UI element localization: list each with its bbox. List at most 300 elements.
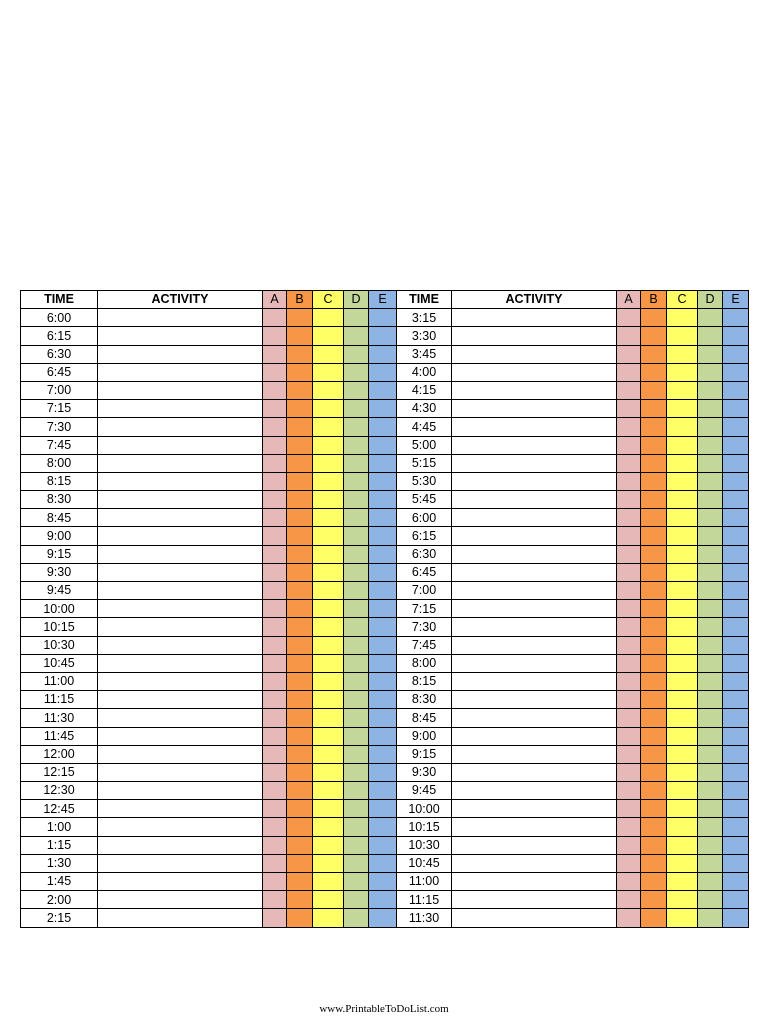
left-column-b-cell[interactable] [287, 509, 313, 527]
right-column-d-cell[interactable] [698, 836, 723, 854]
left-column-c-cell[interactable] [313, 636, 344, 654]
right-column-c-cell[interactable] [667, 636, 698, 654]
right-column-c-cell[interactable] [667, 454, 698, 472]
right-activity-cell[interactable] [452, 836, 617, 854]
right-column-b-cell[interactable] [641, 418, 667, 436]
right-column-a-cell[interactable] [617, 363, 641, 381]
left-column-a-cell[interactable] [263, 582, 287, 600]
right-column-b-cell[interactable] [641, 309, 667, 327]
left-column-e-cell[interactable] [369, 363, 397, 381]
left-column-c-cell[interactable] [313, 345, 344, 363]
left-column-b-cell[interactable] [287, 854, 313, 872]
left-column-c-cell[interactable] [313, 891, 344, 909]
left-activity-cell[interactable] [98, 527, 263, 545]
left-column-b-cell[interactable] [287, 691, 313, 709]
left-column-d-cell[interactable] [344, 454, 369, 472]
right-activity-cell[interactable] [452, 745, 617, 763]
left-column-e-cell[interactable] [369, 873, 397, 891]
right-column-c-cell[interactable] [667, 309, 698, 327]
left-column-c-cell[interactable] [313, 436, 344, 454]
right-activity-cell[interactable] [452, 873, 617, 891]
right-column-b-cell[interactable] [641, 400, 667, 418]
left-column-e-cell[interactable] [369, 527, 397, 545]
left-column-e-cell[interactable] [369, 654, 397, 672]
right-activity-cell[interactable] [452, 363, 617, 381]
left-activity-cell[interactable] [98, 509, 263, 527]
left-column-b-cell[interactable] [287, 763, 313, 781]
left-activity-cell[interactable] [98, 873, 263, 891]
left-column-c-cell[interactable] [313, 818, 344, 836]
right-column-b-cell[interactable] [641, 691, 667, 709]
right-column-e-cell[interactable] [723, 618, 749, 636]
left-activity-cell[interactable] [98, 727, 263, 745]
left-column-a-cell[interactable] [263, 600, 287, 618]
right-column-a-cell[interactable] [617, 636, 641, 654]
left-column-e-cell[interactable] [369, 436, 397, 454]
right-column-c-cell[interactable] [667, 381, 698, 399]
right-column-b-cell[interactable] [641, 436, 667, 454]
right-column-c-cell[interactable] [667, 618, 698, 636]
right-column-e-cell[interactable] [723, 709, 749, 727]
left-activity-cell[interactable] [98, 800, 263, 818]
left-column-a-cell[interactable] [263, 891, 287, 909]
right-column-b-cell[interactable] [641, 563, 667, 581]
left-column-c-cell[interactable] [313, 309, 344, 327]
right-column-b-cell[interactable] [641, 818, 667, 836]
right-column-b-cell[interactable] [641, 491, 667, 509]
left-column-e-cell[interactable] [369, 618, 397, 636]
right-column-a-cell[interactable] [617, 727, 641, 745]
right-column-d-cell[interactable] [698, 636, 723, 654]
left-column-a-cell[interactable] [263, 672, 287, 690]
right-column-c-cell[interactable] [667, 472, 698, 490]
right-column-d-cell[interactable] [698, 345, 723, 363]
right-column-c-cell[interactable] [667, 436, 698, 454]
right-column-b-cell[interactable] [641, 709, 667, 727]
right-column-a-cell[interactable] [617, 909, 641, 927]
left-column-b-cell[interactable] [287, 582, 313, 600]
left-activity-cell[interactable] [98, 782, 263, 800]
right-column-a-cell[interactable] [617, 418, 641, 436]
right-activity-cell[interactable] [452, 854, 617, 872]
right-column-b-cell[interactable] [641, 527, 667, 545]
left-column-b-cell[interactable] [287, 436, 313, 454]
right-column-e-cell[interactable] [723, 582, 749, 600]
right-column-a-cell[interactable] [617, 381, 641, 399]
left-column-c-cell[interactable] [313, 582, 344, 600]
right-column-c-cell[interactable] [667, 654, 698, 672]
left-column-a-cell[interactable] [263, 527, 287, 545]
left-column-a-cell[interactable] [263, 727, 287, 745]
right-column-b-cell[interactable] [641, 854, 667, 872]
right-column-e-cell[interactable] [723, 763, 749, 781]
left-column-d-cell[interactable] [344, 345, 369, 363]
right-column-a-cell[interactable] [617, 836, 641, 854]
right-column-a-cell[interactable] [617, 436, 641, 454]
left-column-a-cell[interactable] [263, 873, 287, 891]
left-column-a-cell[interactable] [263, 363, 287, 381]
left-column-e-cell[interactable] [369, 800, 397, 818]
right-column-d-cell[interactable] [698, 891, 723, 909]
right-column-a-cell[interactable] [617, 818, 641, 836]
right-column-e-cell[interactable] [723, 363, 749, 381]
right-column-a-cell[interactable] [617, 327, 641, 345]
left-activity-cell[interactable] [98, 763, 263, 781]
left-column-d-cell[interactable] [344, 909, 369, 927]
left-column-d-cell[interactable] [344, 436, 369, 454]
right-column-b-cell[interactable] [641, 600, 667, 618]
left-column-e-cell[interactable] [369, 563, 397, 581]
left-column-b-cell[interactable] [287, 491, 313, 509]
right-column-d-cell[interactable] [698, 909, 723, 927]
right-column-b-cell[interactable] [641, 800, 667, 818]
left-column-c-cell[interactable] [313, 854, 344, 872]
left-column-c-cell[interactable] [313, 745, 344, 763]
right-column-d-cell[interactable] [698, 763, 723, 781]
left-column-e-cell[interactable] [369, 891, 397, 909]
left-column-a-cell[interactable] [263, 400, 287, 418]
left-activity-cell[interactable] [98, 636, 263, 654]
right-column-d-cell[interactable] [698, 672, 723, 690]
right-column-e-cell[interactable] [723, 345, 749, 363]
right-column-a-cell[interactable] [617, 527, 641, 545]
right-column-c-cell[interactable] [667, 400, 698, 418]
left-activity-cell[interactable] [98, 909, 263, 927]
left-column-c-cell[interactable] [313, 491, 344, 509]
left-column-c-cell[interactable] [313, 545, 344, 563]
right-column-a-cell[interactable] [617, 745, 641, 763]
left-column-a-cell[interactable] [263, 691, 287, 709]
right-column-b-cell[interactable] [641, 454, 667, 472]
right-column-b-cell[interactable] [641, 363, 667, 381]
left-activity-cell[interactable] [98, 400, 263, 418]
left-column-a-cell[interactable] [263, 563, 287, 581]
left-column-c-cell[interactable] [313, 763, 344, 781]
right-activity-cell[interactable] [452, 327, 617, 345]
right-column-c-cell[interactable] [667, 909, 698, 927]
left-column-b-cell[interactable] [287, 527, 313, 545]
left-column-e-cell[interactable] [369, 818, 397, 836]
left-column-c-cell[interactable] [313, 836, 344, 854]
left-column-e-cell[interactable] [369, 491, 397, 509]
left-column-d-cell[interactable] [344, 709, 369, 727]
right-activity-cell[interactable] [452, 527, 617, 545]
left-column-c-cell[interactable] [313, 654, 344, 672]
right-activity-cell[interactable] [452, 400, 617, 418]
left-column-d-cell[interactable] [344, 618, 369, 636]
right-column-a-cell[interactable] [617, 472, 641, 490]
right-column-a-cell[interactable] [617, 654, 641, 672]
right-column-e-cell[interactable] [723, 491, 749, 509]
right-column-a-cell[interactable] [617, 854, 641, 872]
right-column-a-cell[interactable] [617, 545, 641, 563]
right-column-b-cell[interactable] [641, 891, 667, 909]
left-column-c-cell[interactable] [313, 563, 344, 581]
left-column-c-cell[interactable] [313, 327, 344, 345]
right-activity-cell[interactable] [452, 618, 617, 636]
right-activity-cell[interactable] [452, 672, 617, 690]
right-column-a-cell[interactable] [617, 709, 641, 727]
left-column-b-cell[interactable] [287, 345, 313, 363]
left-column-d-cell[interactable] [344, 891, 369, 909]
left-column-d-cell[interactable] [344, 873, 369, 891]
right-column-a-cell[interactable] [617, 891, 641, 909]
left-activity-cell[interactable] [98, 854, 263, 872]
left-column-e-cell[interactable] [369, 745, 397, 763]
right-column-c-cell[interactable] [667, 800, 698, 818]
left-column-c-cell[interactable] [313, 418, 344, 436]
left-column-a-cell[interactable] [263, 381, 287, 399]
left-column-a-cell[interactable] [263, 618, 287, 636]
right-column-a-cell[interactable] [617, 491, 641, 509]
right-column-c-cell[interactable] [667, 582, 698, 600]
right-column-d-cell[interactable] [698, 600, 723, 618]
left-activity-cell[interactable] [98, 836, 263, 854]
right-column-e-cell[interactable] [723, 545, 749, 563]
left-column-e-cell[interactable] [369, 400, 397, 418]
right-activity-cell[interactable] [452, 381, 617, 399]
left-column-b-cell[interactable] [287, 563, 313, 581]
right-column-e-cell[interactable] [723, 309, 749, 327]
left-activity-cell[interactable] [98, 345, 263, 363]
right-column-a-cell[interactable] [617, 763, 641, 781]
right-column-b-cell[interactable] [641, 545, 667, 563]
right-column-c-cell[interactable] [667, 873, 698, 891]
right-column-c-cell[interactable] [667, 763, 698, 781]
left-column-a-cell[interactable] [263, 800, 287, 818]
left-column-b-cell[interactable] [287, 672, 313, 690]
right-column-e-cell[interactable] [723, 909, 749, 927]
left-column-d-cell[interactable] [344, 600, 369, 618]
left-activity-cell[interactable] [98, 672, 263, 690]
left-column-b-cell[interactable] [287, 618, 313, 636]
left-column-d-cell[interactable] [344, 836, 369, 854]
left-column-c-cell[interactable] [313, 727, 344, 745]
right-column-d-cell[interactable] [698, 491, 723, 509]
left-column-d-cell[interactable] [344, 545, 369, 563]
left-column-d-cell[interactable] [344, 654, 369, 672]
right-column-b-cell[interactable] [641, 327, 667, 345]
right-column-e-cell[interactable] [723, 727, 749, 745]
right-column-d-cell[interactable] [698, 618, 723, 636]
left-column-d-cell[interactable] [344, 491, 369, 509]
left-column-c-cell[interactable] [313, 509, 344, 527]
right-column-e-cell[interactable] [723, 691, 749, 709]
left-column-c-cell[interactable] [313, 600, 344, 618]
left-column-e-cell[interactable] [369, 836, 397, 854]
right-column-a-cell[interactable] [617, 800, 641, 818]
right-column-d-cell[interactable] [698, 818, 723, 836]
right-column-c-cell[interactable] [667, 327, 698, 345]
right-column-d-cell[interactable] [698, 527, 723, 545]
left-column-c-cell[interactable] [313, 618, 344, 636]
right-column-d-cell[interactable] [698, 327, 723, 345]
left-column-b-cell[interactable] [287, 400, 313, 418]
left-column-a-cell[interactable] [263, 636, 287, 654]
right-activity-cell[interactable] [452, 818, 617, 836]
left-column-b-cell[interactable] [287, 836, 313, 854]
right-column-a-cell[interactable] [617, 873, 641, 891]
right-activity-cell[interactable] [452, 763, 617, 781]
right-column-c-cell[interactable] [667, 727, 698, 745]
left-activity-cell[interactable] [98, 582, 263, 600]
left-column-d-cell[interactable] [344, 381, 369, 399]
left-activity-cell[interactable] [98, 654, 263, 672]
right-column-b-cell[interactable] [641, 672, 667, 690]
right-activity-cell[interactable] [452, 600, 617, 618]
left-column-b-cell[interactable] [287, 418, 313, 436]
right-column-c-cell[interactable] [667, 527, 698, 545]
right-column-e-cell[interactable] [723, 563, 749, 581]
left-column-a-cell[interactable] [263, 436, 287, 454]
right-column-b-cell[interactable] [641, 727, 667, 745]
left-column-d-cell[interactable] [344, 418, 369, 436]
left-column-c-cell[interactable] [313, 472, 344, 490]
right-activity-cell[interactable] [452, 654, 617, 672]
right-column-b-cell[interactable] [641, 745, 667, 763]
left-column-a-cell[interactable] [263, 418, 287, 436]
left-column-b-cell[interactable] [287, 818, 313, 836]
left-column-b-cell[interactable] [287, 727, 313, 745]
right-column-b-cell[interactable] [641, 509, 667, 527]
left-column-a-cell[interactable] [263, 909, 287, 927]
left-activity-cell[interactable] [98, 891, 263, 909]
right-activity-cell[interactable] [452, 418, 617, 436]
right-column-c-cell[interactable] [667, 600, 698, 618]
right-column-c-cell[interactable] [667, 782, 698, 800]
left-column-e-cell[interactable] [369, 909, 397, 927]
left-column-b-cell[interactable] [287, 327, 313, 345]
left-column-e-cell[interactable] [369, 763, 397, 781]
right-column-c-cell[interactable] [667, 418, 698, 436]
left-column-b-cell[interactable] [287, 545, 313, 563]
right-column-d-cell[interactable] [698, 400, 723, 418]
right-column-a-cell[interactable] [617, 454, 641, 472]
right-column-d-cell[interactable] [698, 509, 723, 527]
left-column-e-cell[interactable] [369, 381, 397, 399]
left-column-d-cell[interactable] [344, 327, 369, 345]
right-column-e-cell[interactable] [723, 636, 749, 654]
right-column-b-cell[interactable] [641, 836, 667, 854]
right-activity-cell[interactable] [452, 782, 617, 800]
right-column-e-cell[interactable] [723, 327, 749, 345]
right-column-c-cell[interactable] [667, 363, 698, 381]
right-column-e-cell[interactable] [723, 854, 749, 872]
right-column-d-cell[interactable] [698, 745, 723, 763]
right-column-e-cell[interactable] [723, 891, 749, 909]
right-column-e-cell[interactable] [723, 800, 749, 818]
left-column-b-cell[interactable] [287, 709, 313, 727]
right-activity-cell[interactable] [452, 491, 617, 509]
left-column-a-cell[interactable] [263, 491, 287, 509]
left-column-e-cell[interactable] [369, 672, 397, 690]
right-column-d-cell[interactable] [698, 563, 723, 581]
left-column-a-cell[interactable] [263, 836, 287, 854]
left-column-d-cell[interactable] [344, 745, 369, 763]
left-column-e-cell[interactable] [369, 727, 397, 745]
left-column-d-cell[interactable] [344, 672, 369, 690]
right-column-c-cell[interactable] [667, 672, 698, 690]
right-column-d-cell[interactable] [698, 454, 723, 472]
left-column-d-cell[interactable] [344, 800, 369, 818]
left-column-e-cell[interactable] [369, 345, 397, 363]
right-column-e-cell[interactable] [723, 527, 749, 545]
left-column-c-cell[interactable] [313, 909, 344, 927]
right-column-d-cell[interactable] [698, 654, 723, 672]
right-column-e-cell[interactable] [723, 654, 749, 672]
right-column-c-cell[interactable] [667, 891, 698, 909]
left-column-b-cell[interactable] [287, 309, 313, 327]
right-column-d-cell[interactable] [698, 582, 723, 600]
right-column-e-cell[interactable] [723, 454, 749, 472]
left-column-d-cell[interactable] [344, 582, 369, 600]
right-column-b-cell[interactable] [641, 345, 667, 363]
left-activity-cell[interactable] [98, 491, 263, 509]
left-column-b-cell[interactable] [287, 891, 313, 909]
right-activity-cell[interactable] [452, 345, 617, 363]
left-activity-cell[interactable] [98, 563, 263, 581]
left-column-d-cell[interactable] [344, 472, 369, 490]
right-column-b-cell[interactable] [641, 472, 667, 490]
right-column-a-cell[interactable] [617, 600, 641, 618]
right-column-b-cell[interactable] [641, 763, 667, 781]
left-column-b-cell[interactable] [287, 873, 313, 891]
right-activity-cell[interactable] [452, 709, 617, 727]
right-column-e-cell[interactable] [723, 672, 749, 690]
right-column-c-cell[interactable] [667, 545, 698, 563]
left-activity-cell[interactable] [98, 418, 263, 436]
right-column-b-cell[interactable] [641, 636, 667, 654]
right-column-c-cell[interactable] [667, 745, 698, 763]
left-column-b-cell[interactable] [287, 782, 313, 800]
left-column-d-cell[interactable] [344, 854, 369, 872]
left-column-a-cell[interactable] [263, 709, 287, 727]
left-column-d-cell[interactable] [344, 527, 369, 545]
left-activity-cell[interactable] [98, 709, 263, 727]
right-activity-cell[interactable] [452, 727, 617, 745]
left-column-a-cell[interactable] [263, 545, 287, 563]
left-column-e-cell[interactable] [369, 509, 397, 527]
right-column-d-cell[interactable] [698, 545, 723, 563]
left-column-c-cell[interactable] [313, 672, 344, 690]
left-column-a-cell[interactable] [263, 472, 287, 490]
left-activity-cell[interactable] [98, 472, 263, 490]
right-column-c-cell[interactable] [667, 563, 698, 581]
left-column-c-cell[interactable] [313, 363, 344, 381]
left-column-d-cell[interactable] [344, 782, 369, 800]
left-column-e-cell[interactable] [369, 418, 397, 436]
right-column-c-cell[interactable] [667, 691, 698, 709]
right-column-e-cell[interactable] [723, 418, 749, 436]
right-activity-cell[interactable] [452, 691, 617, 709]
right-column-c-cell[interactable] [667, 491, 698, 509]
left-column-d-cell[interactable] [344, 563, 369, 581]
left-column-b-cell[interactable] [287, 454, 313, 472]
left-column-b-cell[interactable] [287, 909, 313, 927]
right-column-a-cell[interactable] [617, 563, 641, 581]
left-column-b-cell[interactable] [287, 381, 313, 399]
left-column-d-cell[interactable] [344, 818, 369, 836]
left-column-d-cell[interactable] [344, 636, 369, 654]
right-column-c-cell[interactable] [667, 509, 698, 527]
right-activity-cell[interactable] [452, 545, 617, 563]
right-column-a-cell[interactable] [617, 345, 641, 363]
left-activity-cell[interactable] [98, 745, 263, 763]
left-column-a-cell[interactable] [263, 309, 287, 327]
right-activity-cell[interactable] [452, 309, 617, 327]
right-activity-cell[interactable] [452, 454, 617, 472]
left-column-d-cell[interactable] [344, 363, 369, 381]
